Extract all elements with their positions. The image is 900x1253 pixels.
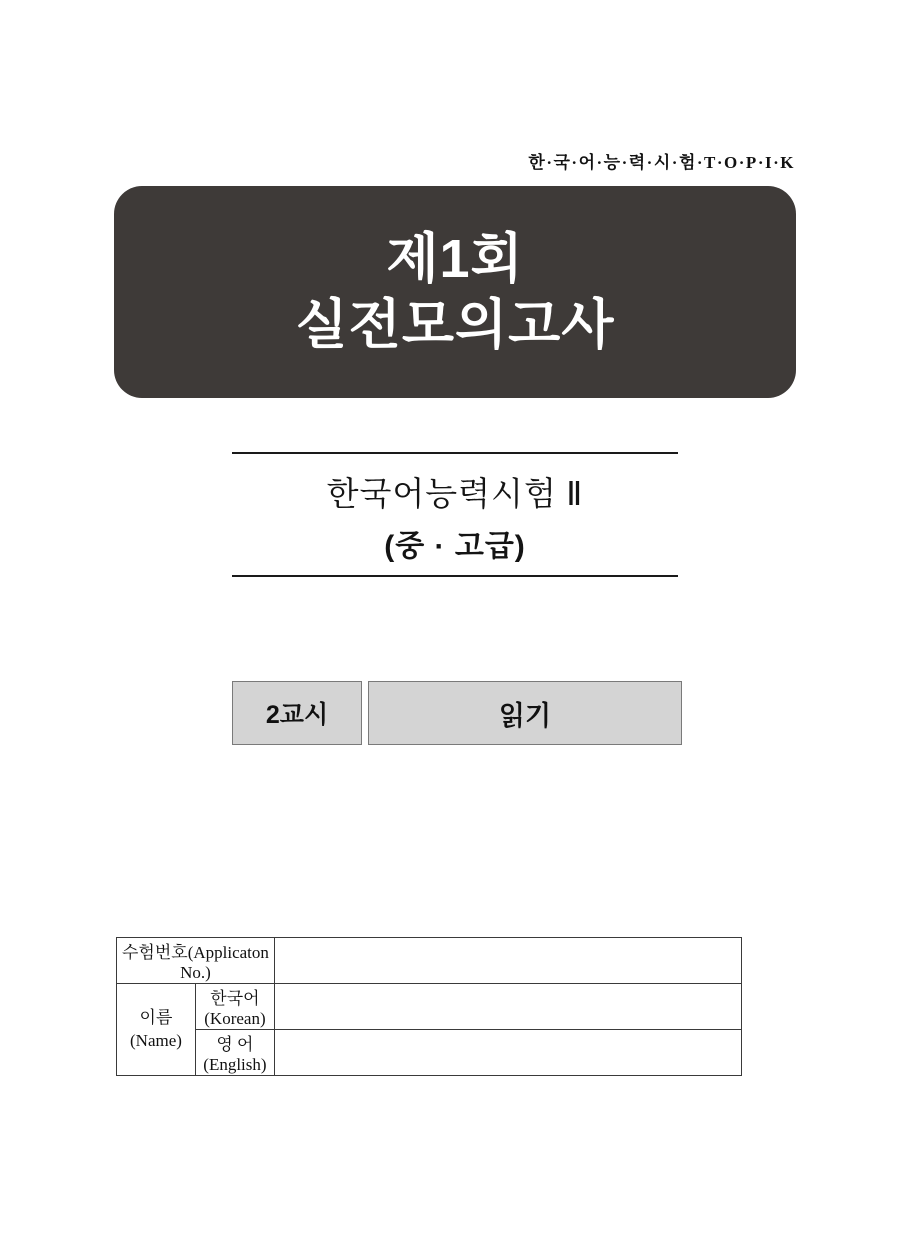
name-korean-label: 한국어(Korean) [195,984,274,1030]
exam-level-text: (중 · 고급) [384,530,526,563]
name-english-input[interactable] [274,1030,741,1076]
exam-title-name: 실전모의고사 [295,295,615,355]
table-row [117,1030,742,1076]
exam-title-block [114,186,796,398]
name-label [117,984,196,1076]
topik-brand-line: 한·국·어·능·력·시·험·T·O·P·I·K [528,153,795,172]
applicant-info-table [116,937,742,1076]
table-row [117,938,742,984]
session-subject-row [232,681,682,745]
name-korean-input[interactable] [274,984,741,1030]
divider-bottom [232,575,678,577]
exam-title-round: 제1회 [386,228,524,289]
name-label-ko: 이름 [139,1007,173,1027]
application-no-input[interactable] [274,938,741,984]
name-english-label: 영 어(English) [195,1030,274,1076]
table-row [117,984,742,1030]
session-period-box: 2교시 [232,681,362,745]
exam-name-section [232,452,678,577]
exam-name-text: 한국어능력시험 Ⅱ [326,477,584,513]
session-subject-box: 읽기 [368,681,682,745]
name-label-en: (Name) [130,1030,182,1050]
application-no-label: 수험번호(Applicaton No.) [117,938,275,984]
